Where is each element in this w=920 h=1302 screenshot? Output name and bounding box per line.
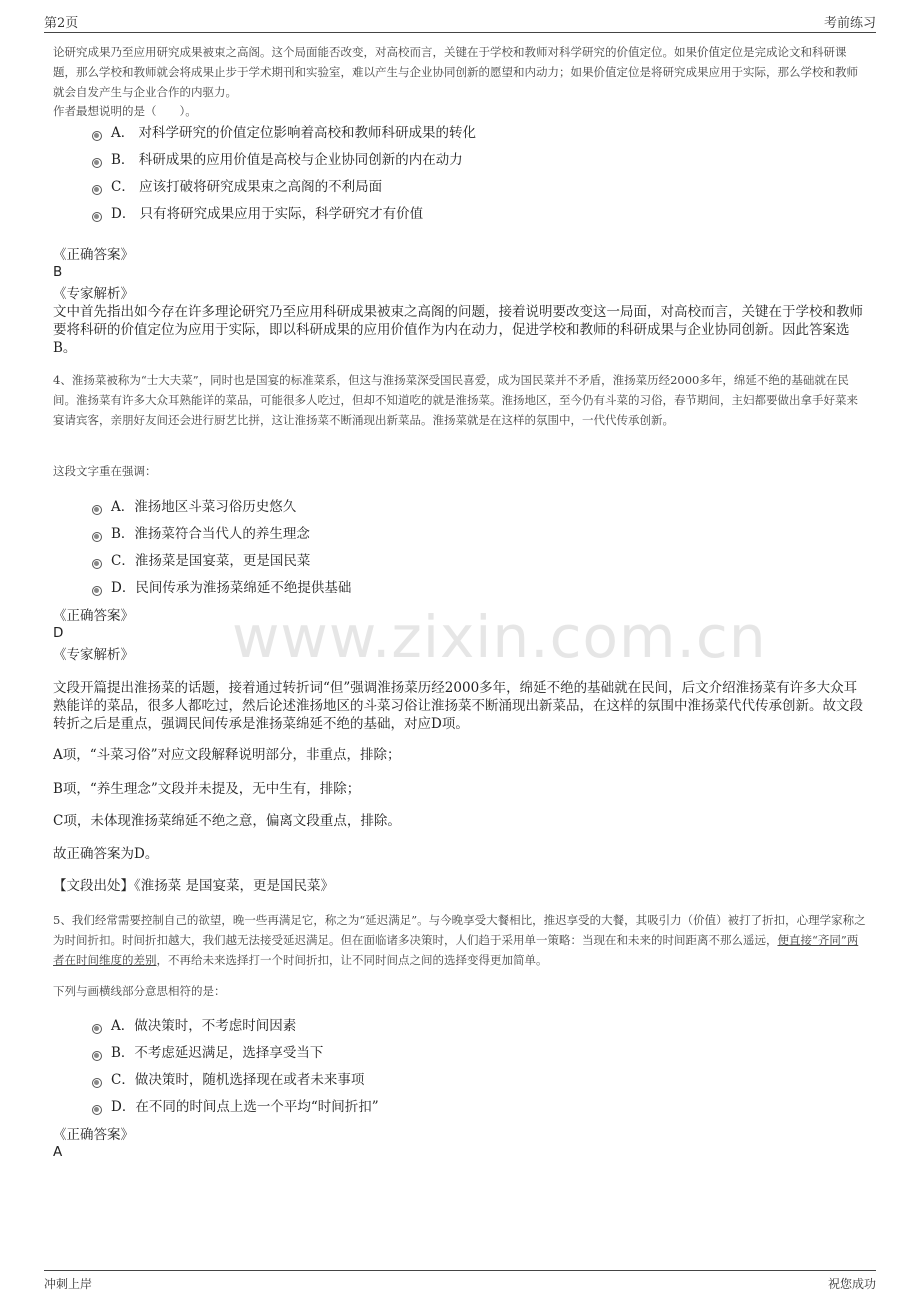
q5-answer: A	[53, 1144, 63, 1160]
q5-options	[92, 1012, 852, 1120]
q5-option-d[interactable]: D．在不同的时间点上选一个平均“时间折扣”	[92, 1093, 852, 1120]
q4-option-b[interactable]: B．淮扬菜符合当代人的养生理念	[92, 520, 852, 547]
radio-icon[interactable]	[92, 185, 102, 195]
q4-point-c: C项，未体现淮扬菜绵延不绝之意，偏离文段重点，排除。	[53, 813, 401, 829]
q5-passage: 5、我们经常需要控制自己的欲望，晚一些再满足它，称之为“延迟满足”。与今晚享受大餐相比，推迟享受的大餐，其吸引力（价值）被打了折扣，心理学家称之为时间折扣。时间折扣越大，我们越无法接受延迟满足。但在面临诸多决策时，人们趋于采用单一策略：当现在和未来的时间距离不那么遥远，便直接“齐同”两者在时间维度的差别，不再给未来选择打一个时间折扣，让不同时间点之间的选择变得更加简单。	[53, 913, 866, 967]
q4-conclusion: 故正确答案为D。	[53, 846, 159, 862]
q4-passage: 4、淮扬菜被称为“士大夫菜”，同时也是国宴的标准菜系，但这与淮扬菜深受国民喜爱，成为国民菜并不矛盾，淮扬菜历经2000多年，绵延不绝的基础就在民间。淮扬菜有许多大众耳熟能详的菜品，可能很多人吃过，但却不知道吃的就是淮扬菜。淮扬地区，至今仍有斗菜的习俗，春节期间，主妇都要做出拿手好菜来宴请宾客，亲朋好友间还会进行厨艺比拼，这让淮扬菜不断涌现出新菜品。淮扬菜就是在这样的氛围中，一代代传承创新。	[53, 373, 858, 427]
radio-icon[interactable]	[92, 1051, 102, 1061]
header-title: 考前练习	[823, 16, 876, 31]
q3-answer: B	[53, 264, 63, 280]
q4-stem: 这段文字重在强调：	[53, 464, 157, 478]
q4-analysis-label: 《专家解析》	[53, 647, 134, 663]
q5-stem: 下列与画横线部分意思相符的是：	[53, 984, 226, 998]
page-header	[44, 8, 876, 33]
radio-icon[interactable]	[92, 505, 102, 515]
radio-icon[interactable]	[92, 532, 102, 542]
q3-option-c[interactable]: C． 应该打破将研究成果束之高阁的不利局面	[92, 173, 852, 200]
q3-option-d[interactable]: D． 只有将研究成果应用于实际，科学研究才有价值	[92, 200, 852, 227]
q5-option-b[interactable]: B．不考虑延迟满足，选择享受当下	[92, 1039, 852, 1066]
radio-icon[interactable]	[92, 1078, 102, 1088]
q4-analysis: 文段开篇提出淮扬菜的话题，接着通过转折词“但”强调淮扬菜历经2000多年，绵延不绝的基础就在民间，后文介绍淮扬菜有许多大众耳熟能详的菜品，很多人都吃过，然后论述淮扬地区的斗菜习俗让淮扬菜不断涌现出新菜品，在这样的氛围中淮扬菜代代传承创新。故文段转折之后是重点，强调民间传承是淮扬菜绵延不绝的基础，对应D项。	[53, 680, 863, 732]
radio-icon[interactable]	[92, 158, 102, 168]
footer-right: 祝您成功	[827, 1277, 876, 1291]
q4-option-a[interactable]: A．淮扬地区斗菜习俗历史悠久	[92, 493, 852, 520]
q3-analysis-label: 《专家解析》	[53, 286, 134, 302]
footer-left: 冲刺上岸	[44, 1277, 93, 1291]
watermark: www.zixin.com.cn	[232, 603, 767, 671]
q3-option-a[interactable]: A． 对科学研究的价值定位影响着高校和教师科研成果的转化	[92, 119, 852, 146]
q4-options	[92, 493, 852, 601]
q5-answer-label: 《正确答案》	[53, 1127, 134, 1143]
q3-passage: 论研究成果乃至应用研究成果被束之高阁。这个局面能否改变，对高校而言，关键在于学校和教师对科学研究的价值定位。如果价值定位是完成论文和科研课题，那么学校和教师就会将成果止步于学术期刊和实验室，难以产生与企业协同创新的愿望和内动力；如果价值定位是将研究成果应用于实际，那么学校和教师就会自发产生与企业合作的内驱力。	[53, 45, 858, 99]
q4-option-c[interactable]: C．淮扬菜是国宴菜，更是国民菜	[92, 547, 852, 574]
q4-answer-label: 《正确答案》	[53, 608, 134, 624]
q4-point-a: A项，“斗菜习俗”对应文段解释说明部分，非重点，排除；	[53, 747, 401, 763]
radio-icon[interactable]	[92, 131, 102, 141]
q3-option-b[interactable]: B． 科研成果的应用价值是高校与企业协同创新的内在动力	[92, 146, 852, 173]
q4-source: 【文段出处】《淮扬菜 是国宴菜，更是国民菜》	[53, 878, 335, 894]
q5-option-a[interactable]: A．做决策时，不考虑时间因素	[92, 1012, 852, 1039]
q3-answer-label: 《正确答案》	[53, 247, 134, 263]
q5-option-c[interactable]: C．做决策时，随机选择现在或者未来事项	[92, 1066, 852, 1093]
q3-stem: 作者最想说明的是（ ）。	[53, 104, 197, 118]
page-footer	[44, 1270, 876, 1295]
q3-options	[92, 119, 852, 227]
q4-answer: D	[53, 625, 64, 641]
q5-underlined-phrase: 便直接“齐同”两者在时间维度的差别	[53, 933, 859, 967]
radio-icon[interactable]	[92, 1105, 102, 1115]
q4-option-d[interactable]: D．民间传承为淮扬菜绵延不绝提供基础	[92, 574, 852, 601]
q3-analysis: 文中首先指出如今存在许多理论研究乃至应用科研成果被束之高阁的问题，接着说明要改变这一局面，对高校而言，关键在于学校和教师要将科研的价值定位为应用于实际，即以科研成果的应用价值作为内在动力，促进学校和教师的科研成果与企业协同创新。因此答案选B。	[53, 304, 863, 356]
radio-icon[interactable]	[92, 212, 102, 222]
radio-icon[interactable]	[92, 586, 102, 596]
radio-icon[interactable]	[92, 1024, 102, 1034]
page-number: 第2页	[44, 16, 79, 31]
radio-icon[interactable]	[92, 559, 102, 569]
q4-point-b: B项，“养生理念”文段并未提及，无中生有，排除；	[53, 781, 361, 797]
